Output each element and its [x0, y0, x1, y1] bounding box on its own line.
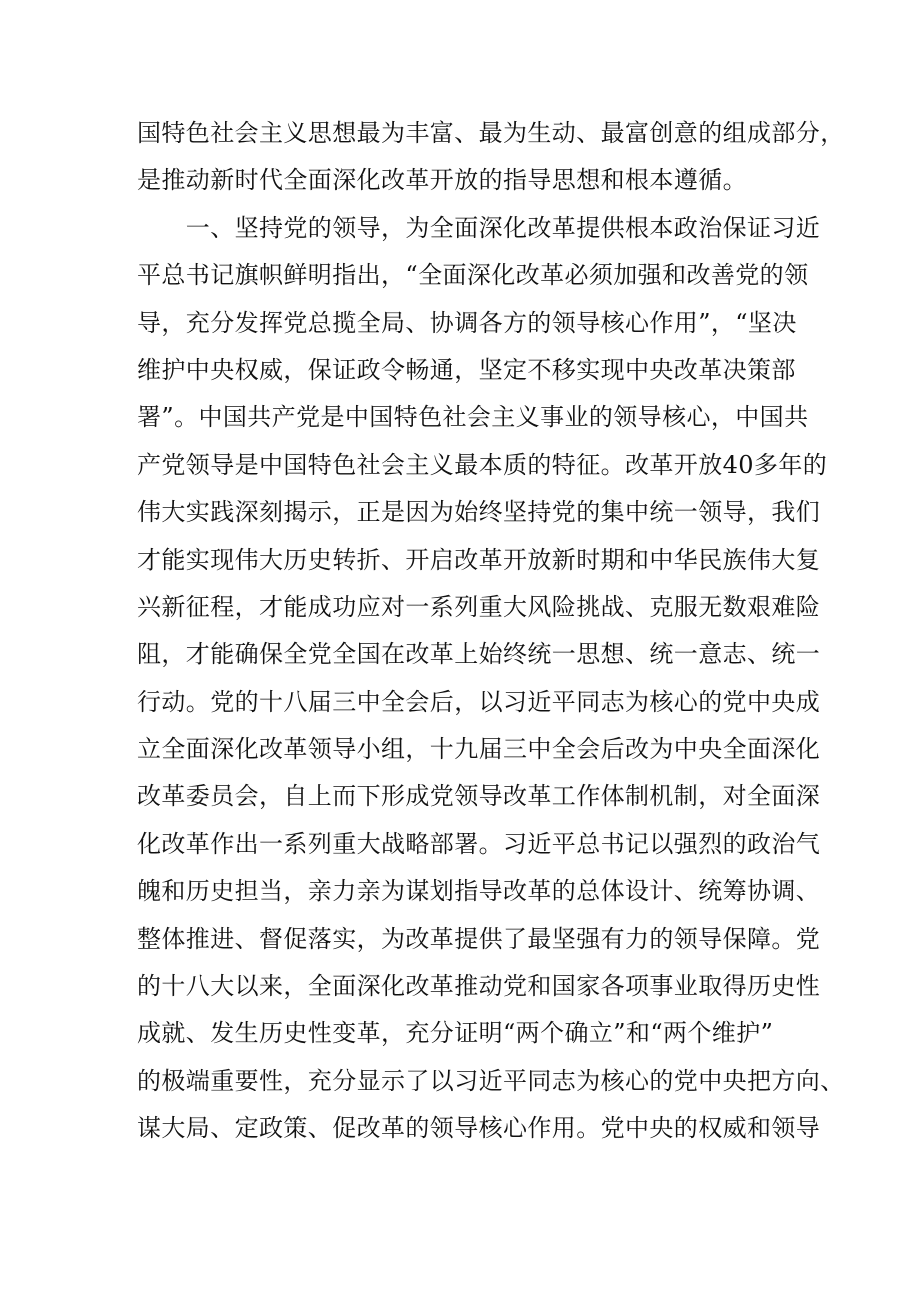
text-line: 魄和历史担当，亲力亲为谋划指导改革的总体设计、统筹协调、	[137, 877, 821, 906]
text-line: 署”。中国共产党是中国特色社会主义事业的领导核心，中国共	[137, 403, 809, 432]
text-line: 成就、发生历史性变革，充分证明“两个确立”和“两个维护”	[137, 1019, 774, 1048]
text-line: 是推动新时代全面深化改革开放的指导思想和根本遵循。	[137, 166, 747, 195]
text-line: 才能实现伟大历史转折、开启改革开放新时期和中华民族伟大复	[137, 545, 821, 574]
text-line: 阻，才能确保全党全国在改革上始终统一思想、统一意志、统一	[137, 640, 821, 669]
text-line: 产党领导是中国特色社会主义最本质的特征。改革开放40多年的	[137, 450, 828, 479]
text-line: 立全面深化改革领导小组，十九届三中全会后改为中央全面深化	[137, 735, 821, 764]
section-heading-line: 一、坚持党的领导，为全面深化改革提供根本政治保证习近	[137, 213, 821, 242]
text-line: 行动。党的十八届三中全会后，以习近平同志为核心的党中央成	[137, 687, 821, 716]
text-line: 整体推进、督促落实，为改革提供了最坚强有力的领导保障。党	[137, 924, 821, 953]
text-line: 伟大实践深刻揭示，正是因为始终坚持党的集中统一领导，我们	[137, 498, 821, 527]
text-line: 国特色社会主义思想最为丰富、最为生动、最富创意的组成部分，	[137, 119, 845, 147]
text-line: 兴新征程，才能成功应对一系列重大风险挑战、克服无数艰难险	[137, 592, 821, 621]
text-line: 导，充分发挥党总揽全局、协调各方的领导核心作用”，“坚决	[137, 308, 797, 337]
text-line: 维护中央权威，保证政令畅通，坚定不移实现中央改革决策部	[137, 355, 796, 384]
text-line: 改革委员会，自上而下形成党领导改革工作体制机制，对全面深	[137, 782, 821, 811]
text-line: 的十八大以来，全面深化改革推动党和国家各项事业取得历史性	[137, 972, 821, 1001]
text-line: 谋大局、定政策、促改革的领导核心作用。党中央的权威和领导	[137, 1114, 821, 1143]
text-line: 平总书记旗帜鲜明指出，“全面深化改革必须加强和改善党的领	[137, 261, 809, 290]
text-line: 的极端重要性，充分显示了以习近平同志为核心的党中央把方向、	[137, 1066, 845, 1095]
text-line: 化改革作出一系列重大战略部署。习近平总书记以强烈的政治气	[137, 829, 821, 858]
body-text	[137, 110, 845, 1153]
